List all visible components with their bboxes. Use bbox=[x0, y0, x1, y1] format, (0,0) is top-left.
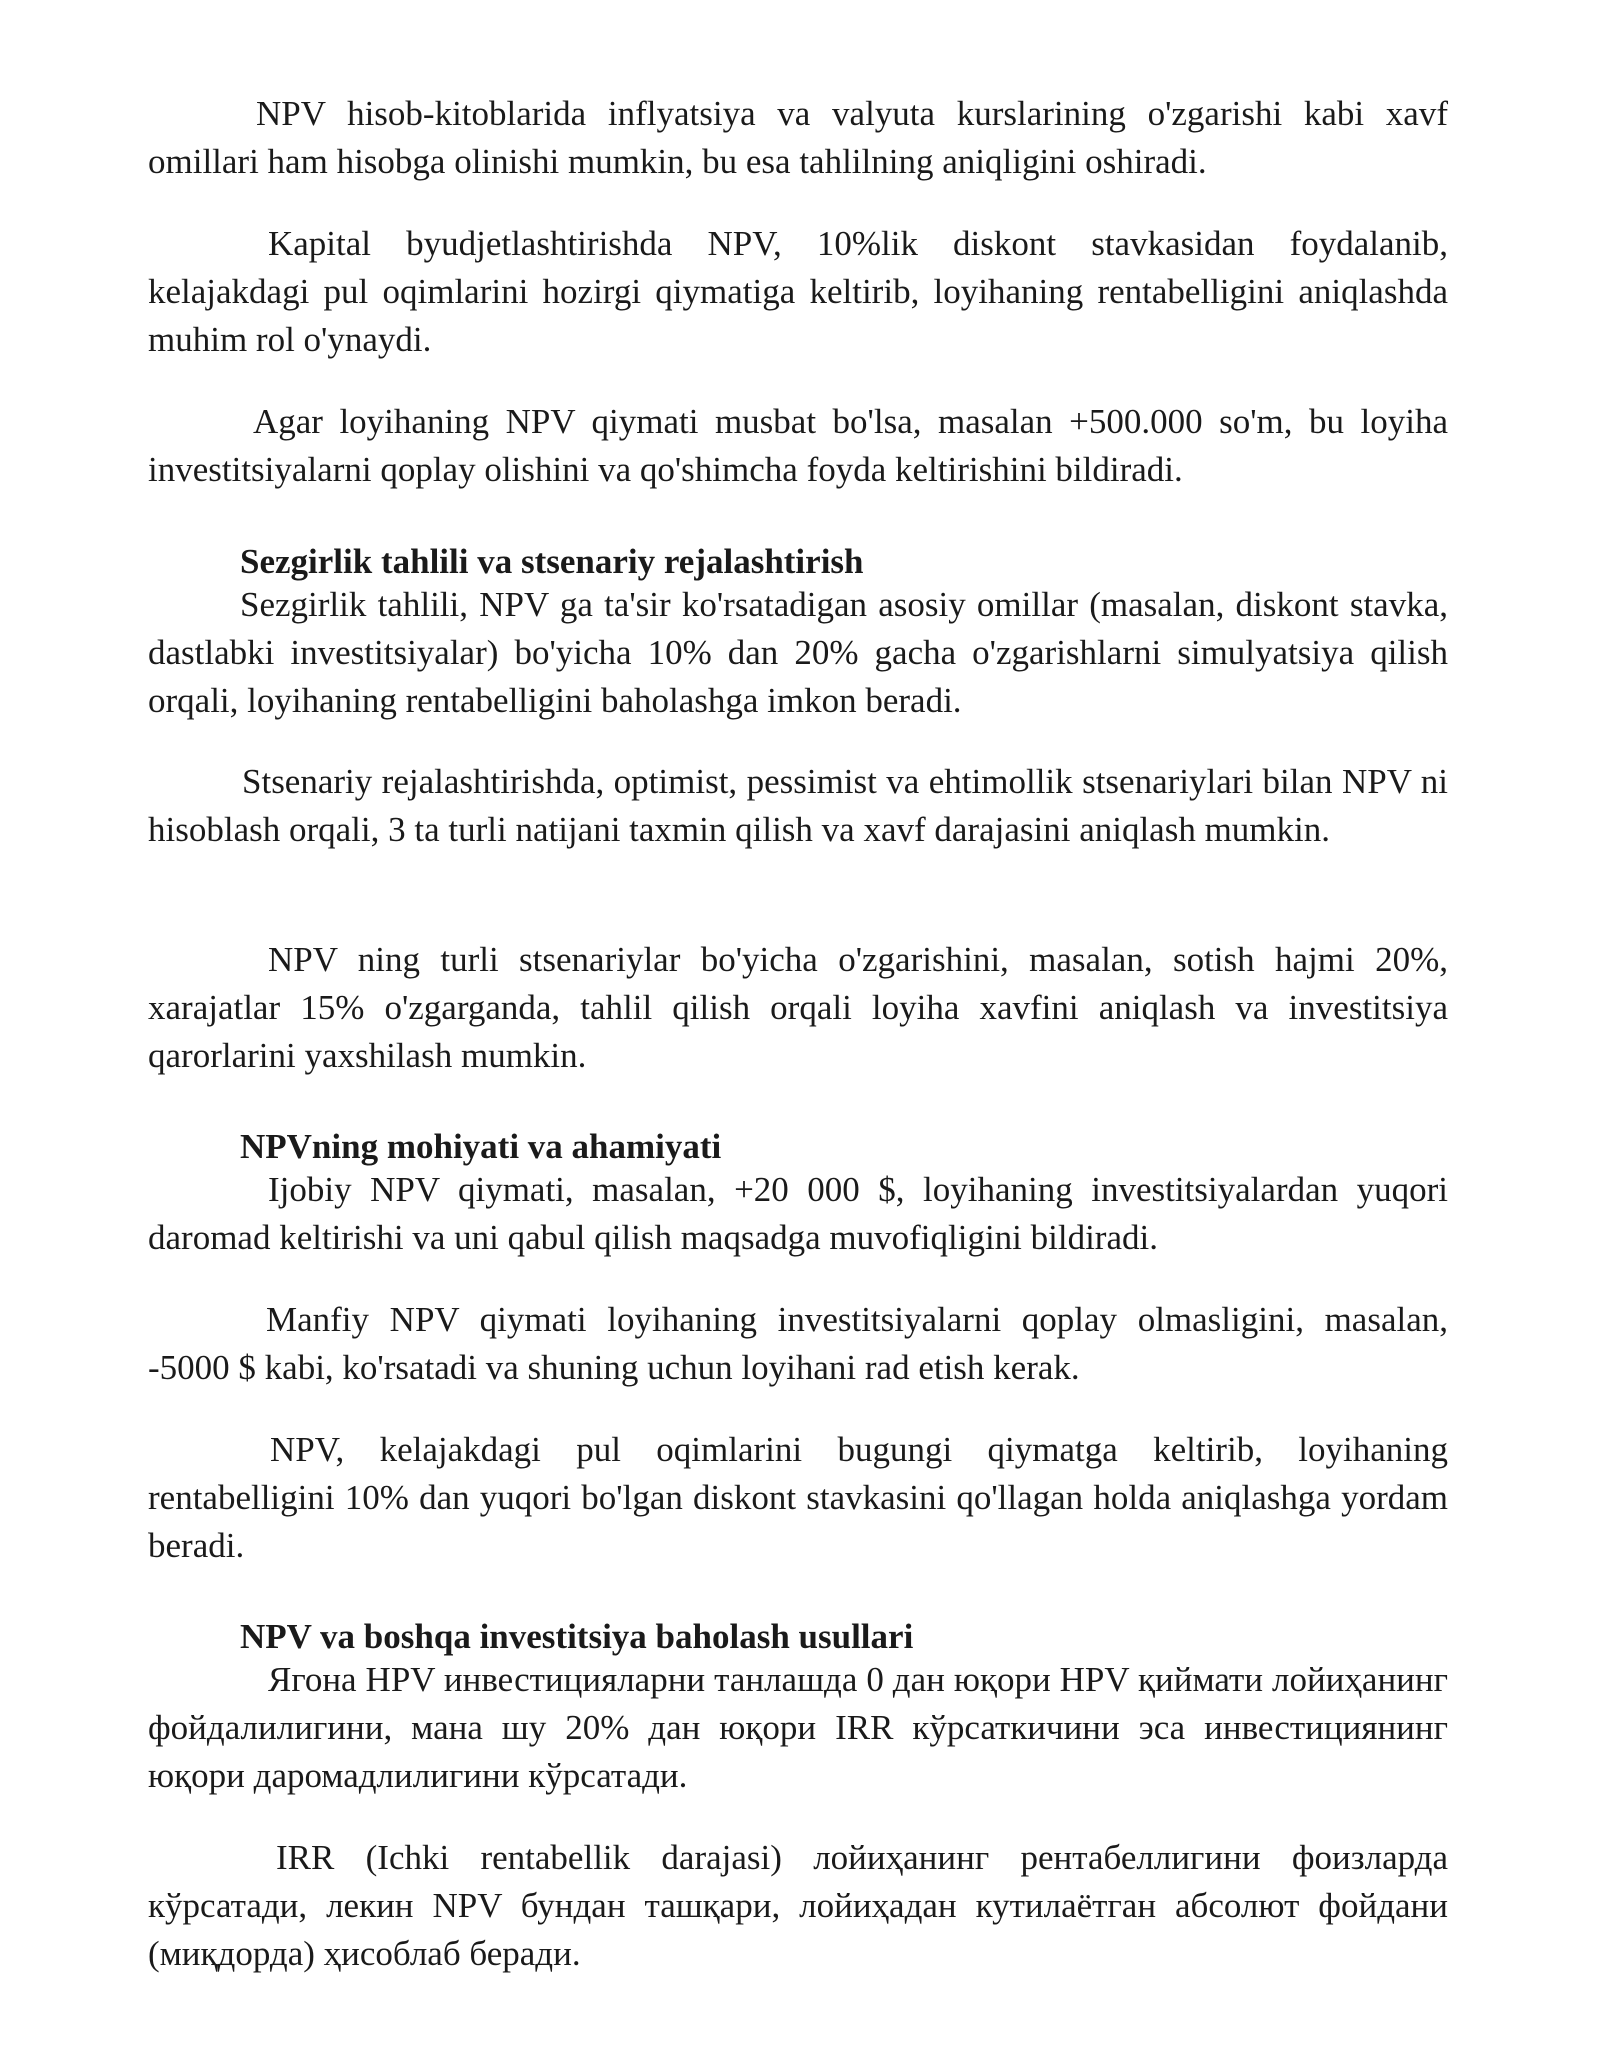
section-heading-other-methods: NPV va boshqa investitsiya baholash usullari bbox=[240, 1617, 914, 1656]
paragraph-npv-irr-selection: Ягона НPV инвестицияларни танлашда 0 дан юқори НPV қиймати лойиҳанинг фойдалилигини, мана шу 20% дан юқори IRR кўрсаткичини эса инвестициянинг юқори даромадлилигини кўрсатади. bbox=[148, 1660, 1448, 1795]
paragraph-risk-factors: NPV hisob-kitoblarida inflyatsiya va valyuta kurslarining o'zgarishi kabi xavf omillari ham hisobga olinishi mumkin, bu esa tahlilning aniqligini oshiradi. bbox=[148, 94, 1448, 181]
section-heading-npv-essence: NPVning mohiyati va ahamiyati bbox=[240, 1127, 722, 1166]
paragraph-irr-definition: IRR (Ichki rentabellik darajasi) лойиҳанинг рентабеллигини фоизларда кўрсатади, лекин NPV бундан ташқари, лойиҳадан кутилаётган абсолют фойдани (миқдорда) ҳисоблаб беради. bbox=[148, 1838, 1448, 1973]
paragraph-sensitivity-analysis: Sezgirlik tahlili, NPV ga ta'sir ko'rsatadigan asosiy omillar (masalan, diskont stavka, dastlabki investitsiyalar) bo'yicha 10% dan 20% gacha o'zgarishlarni simulyatsiya qilish orqali, loyihaning rentabelligini baholashga imkon beradi. bbox=[148, 585, 1448, 720]
paragraph-scenario-changes: NPV ning turli stsenariylar bo'yicha o'zgarishini, masalan, sotish hajmi 20%, xarajatlar 15% o'zgarganda, tahlil qilish orqali loyiha xavfini aniqlash va investitsiya qarorlarini yaxshilash mumkin. bbox=[148, 940, 1448, 1075]
paragraph-capital-budgeting: Kapital byudjetlashtirishda NPV, 10%lik diskont stavkasidan foydalanib, kelajakdagi pul oqimlarini hozirgi qiymatiga keltirib, loyihaning rentabelligini aniqlashda muhim rol o'ynaydi. bbox=[148, 224, 1448, 359]
paragraph-discount-rate: NPV, kelajakdagi pul oqimlarini bugungi qiymatga keltirib, loyihaning rentabelligini 10% dan yuqori bo'lgan diskont stavkasini qo'llagan holda aniqlashga yordam beradi. bbox=[148, 1430, 1448, 1565]
paragraph-scenario-planning: Stsenariy rejalashtirishda, optimist, pessimist va ehtimollik stsenariylari bilan NPV ni hisoblash orqali, 3 ta turli natijani taxmin qilish va xavf darajasini aniqlash mumkin. bbox=[148, 762, 1448, 849]
paragraph-positive-npv-example: Agar loyihaning NPV qiymati musbat bo'lsa, masalan +500.000 so'm, bu loyiha investitsiyalarni qoplay olishini va qo'shimcha foyda keltirishini bildiradi. bbox=[148, 402, 1448, 489]
paragraph-positive-npv: Ijobiy NPV qiymati, masalan, +20 000 $, loyihaning investitsiyalardan yuqori daromad keltirishi va uni qabul qilish maqsadga muvofiqligini bildiradi. bbox=[148, 1170, 1448, 1257]
section-heading-sensitivity: Sezgirlik tahlili va stsenariy rejalashtirish bbox=[240, 542, 864, 581]
paragraph-negative-npv: Manfiy NPV qiymati loyihaning investitsiyalarni qoplay olmasligini, masalan, -5000 $ kabi, ko'rsatadi va shuning uchun loyihani rad etish kerak. bbox=[148, 1300, 1448, 1387]
